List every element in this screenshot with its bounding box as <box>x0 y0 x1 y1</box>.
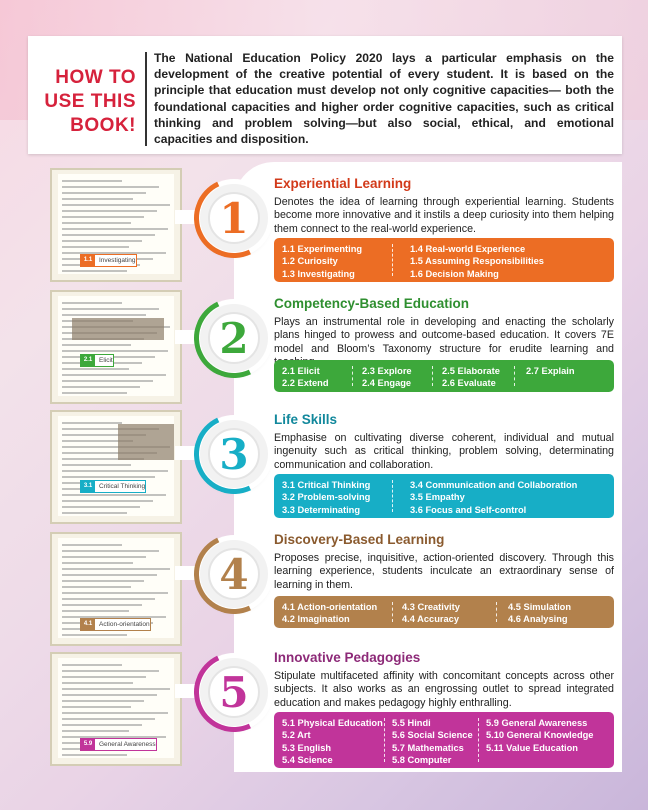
thumbnail-text-line <box>62 592 168 594</box>
thumbnail-section-tag <box>80 354 114 367</box>
topic-item: 3.1 Critical Thinking <box>282 480 371 490</box>
thumbnail-text-line <box>62 308 159 310</box>
topic-item: 3.2 Problem-solving <box>282 492 371 503</box>
topic-item: 2.2 Extend <box>282 378 329 389</box>
thumbnail-text-line <box>62 580 144 582</box>
thumbnail-tag-number: 3.1 <box>81 481 95 492</box>
thumbnail-tag-number: 1.1 <box>81 255 95 266</box>
thumbnail-text-line <box>62 706 131 708</box>
topics-column <box>282 243 362 280</box>
topic-item: 4.4 Accuracy <box>402 614 460 625</box>
header-divider <box>145 52 147 146</box>
thumbnail-text-line <box>62 664 122 666</box>
thumbnail-section-tag <box>80 738 157 751</box>
thumbnail-text-line <box>62 682 133 684</box>
thumbnail-text-line <box>62 392 127 394</box>
column-separator <box>392 244 393 276</box>
section-description: Plays an instrumental role in developing and enacting the scholarly plans hinged to prowess and outcome-based education. It covers 7E model and Bloom’s Taxonomy structure for erudite learning and <box>274 316 614 355</box>
section-number: 4 <box>208 548 260 600</box>
thumbnail-tag-label: Elicit <box>99 357 113 364</box>
topic-item: 5.9 General Awareness <box>486 718 588 728</box>
thumbnail-text-line <box>62 586 131 588</box>
topic-item: 5.1 Physical Education <box>282 718 383 728</box>
thumbnail-text-line <box>62 476 155 478</box>
thumbnail-page <box>58 296 174 396</box>
thumbnail-page <box>58 658 174 758</box>
thumbnail-text-line <box>62 544 122 546</box>
topic-item: 5.6 Social Science <box>392 730 473 741</box>
section-topics-box <box>274 238 614 282</box>
thumbnail-text-line <box>62 204 170 206</box>
thumbnail-text-line <box>62 688 170 690</box>
topic-item: 1.3 Investigating <box>282 268 355 279</box>
column-separator <box>392 480 393 512</box>
thumbnail-text-line <box>62 494 166 496</box>
topic-item: 2.5 Elaborate <box>442 366 500 376</box>
topic-item: 1.1 Experimenting <box>282 244 363 254</box>
thumbnail-text-line <box>62 228 168 230</box>
section-title: Discovery-Based Learning <box>274 532 445 547</box>
topic-item: 2.7 Explain <box>526 366 575 376</box>
thumbnail-text-line <box>62 234 155 236</box>
thumbnail-text-line <box>62 598 155 600</box>
thumbnail-section-tag <box>80 254 137 267</box>
thumbnail-text-line <box>62 512 127 514</box>
thumbnail-text-line <box>62 344 131 346</box>
topic-item: 5.5 Hindi <box>392 718 431 728</box>
section-description: Stipulate multifaceted affinity with concomitant concepts across other subjects. It also works as an engrossing outlet to spread integrated education and makes pedagogy highly enthralling. <box>274 670 614 709</box>
thumbnail-text-line <box>62 724 142 726</box>
topic-item: 5.2 Art <box>282 730 311 741</box>
column-separator <box>478 718 479 762</box>
column-separator <box>496 602 497 622</box>
section-title: Life Skills <box>274 412 338 427</box>
thumbnail-text-line <box>62 500 153 502</box>
topic-item: 3.6 Focus and Self-control <box>410 504 527 515</box>
thumbnail-text-line <box>62 568 170 570</box>
thumbnail-section-tag <box>80 480 146 493</box>
section-topics-box <box>274 474 614 518</box>
topic-item: 1.6 Decision Making <box>410 268 499 279</box>
thumbnail-page <box>58 416 174 516</box>
thumbnail-text-line <box>62 246 129 248</box>
topic-item: 1.4 Real-world Experience <box>410 244 526 254</box>
thumbnail-text-line <box>62 186 159 188</box>
thumbnail-text-line <box>62 574 157 576</box>
topic-item: 2.3 Explore <box>362 366 412 376</box>
thumbnail-text-line <box>62 374 166 376</box>
thumbnail-tag-number: 2.1 <box>81 355 95 366</box>
column-separator <box>514 366 515 386</box>
thumbnail-text-line <box>62 754 127 756</box>
thumbnail-text-line <box>62 604 142 606</box>
thumbnail-text-line <box>62 556 146 558</box>
topics-column <box>486 717 593 754</box>
page-thumbnail-1 <box>50 168 182 282</box>
topic-item: 2.4 Engage <box>362 378 412 389</box>
thumbnail-tag-label: Investigating <box>99 257 136 264</box>
section-description: Denotes the idea of learning through experiential learning. Students become more innovative and it instils a deep curiosity into them helping them connect to the real-world experience. <box>274 196 614 235</box>
thumbnail-tag-label: General Awareness <box>99 741 156 748</box>
thumbnail-text-line <box>62 210 157 212</box>
thumbnail-text-line <box>62 302 122 304</box>
thumbnail-text-line <box>62 240 142 242</box>
thumbnail-tag-label: Action-orientation <box>99 621 150 628</box>
thumbnail-text-line <box>62 386 140 388</box>
topics-column <box>526 365 575 377</box>
column-separator <box>432 366 433 386</box>
section-number-badge-2 <box>200 304 268 372</box>
intro-paragraph: The National Education Policy 2020 lays a particular emphasis on the development of the creative potential of every student. It is based on the principle that education must develop not only cognitive capacities— both the foundational capacities and higher order cognitive capacities, such as critical thinking and problem solving—but also social, ethical, and emotional capacities and disposition. <box>154 51 614 147</box>
topics-column <box>282 717 383 767</box>
thumbnail-text-line <box>62 634 127 636</box>
title-line-2: USE THIS <box>44 91 136 112</box>
thumbnail-text-line <box>62 350 168 352</box>
thumbnail-page <box>58 174 174 274</box>
topic-item: 4.5 Simulation <box>508 602 572 612</box>
section-description: Emphasise on cultivating diverse coherent, individual and mutual ingenuity such as critical thinking, problem solving, determinating communication and collaboration. <box>274 432 614 471</box>
section-number: 1 <box>208 192 260 244</box>
section-description: Proposes precise, inquisitive, action-oriented discovery. Through this learning experience, students inculcate an extraordinary sense of learning in them. <box>274 552 614 591</box>
thumbnail-text-line <box>62 670 159 672</box>
page-thumbnail-3 <box>50 410 182 524</box>
title-line-3: BOOK! <box>70 115 136 136</box>
thumbnail-text-line <box>62 712 168 714</box>
page-thumbnail-5 <box>50 652 182 766</box>
section-title: Competency-Based Education <box>274 296 470 311</box>
topic-item: 5.4 Science <box>282 755 333 766</box>
section-number: 3 <box>208 428 260 480</box>
thumbnail-photo <box>118 424 174 460</box>
topic-item: 2.6 Evaluate <box>442 378 496 389</box>
section-topics-box <box>274 596 614 628</box>
topic-item: 5.10 General Knowledge <box>486 730 594 741</box>
section-title: Experiential Learning <box>274 176 412 191</box>
section-number: 5 <box>208 666 260 718</box>
column-separator <box>384 718 385 762</box>
thumbnail-text-line <box>62 192 146 194</box>
page-thumbnail-4 <box>50 532 182 646</box>
thumbnail-text-line <box>62 506 140 508</box>
thumbnail-text-line <box>62 422 122 424</box>
thumbnail-text-line <box>62 368 129 370</box>
section-topics-box <box>274 360 614 392</box>
topic-item: 5.7 Mathematics <box>392 742 464 753</box>
page-thumbnail-2 <box>50 290 182 404</box>
topics-column <box>410 479 577 516</box>
thumbnail-page <box>58 538 174 638</box>
section-topics-box <box>274 712 614 768</box>
thumbnail-text-line <box>62 270 127 272</box>
thumbnail-tag-label: Critical Thinking <box>99 483 146 490</box>
topic-item: 1.5 Assuming Responsibilities <box>410 256 544 267</box>
thumbnail-text-line <box>62 550 159 552</box>
topic-item: 3.3 Determinating <box>282 504 361 515</box>
topics-column <box>402 601 460 626</box>
thumbnail-text-line <box>62 180 122 182</box>
topic-item: 5.11 Value Education <box>486 742 578 753</box>
thumbnail-text-line <box>62 676 146 678</box>
thumbnail-text-line <box>62 470 168 472</box>
topic-item: 3.4 Communication and Collaboration <box>410 480 578 490</box>
thumbnail-text-line <box>62 380 153 382</box>
section-number-badge-5 <box>200 658 268 726</box>
topics-column <box>442 365 500 390</box>
section-title: Innovative Pedagogies <box>274 650 421 665</box>
topic-item: 3.5 Empathy <box>410 492 465 503</box>
topic-item: 5.8 Computer <box>392 755 452 766</box>
topics-column <box>282 601 377 626</box>
column-separator <box>352 366 353 386</box>
thumbnail-text-line <box>62 610 129 612</box>
thumbnail-text-line <box>62 216 144 218</box>
thumbnail-photo <box>72 318 164 340</box>
section-number-badge-4 <box>200 540 268 608</box>
thumbnail-text-line <box>62 222 131 224</box>
thumbnail-tag-number: 5.9 <box>81 739 95 750</box>
topics-column <box>410 243 544 280</box>
topics-column <box>362 365 412 390</box>
topics-column <box>392 717 473 767</box>
thumbnail-tag-number: 4.1 <box>81 619 95 630</box>
title-line-1: HOW TO <box>55 67 136 88</box>
section-number-badge-1 <box>200 184 268 252</box>
topic-item: 4.6 Analysing <box>508 614 568 625</box>
thumbnail-text-line <box>62 198 133 200</box>
thumbnail-text-line <box>62 464 131 466</box>
thumbnail-text-line <box>62 694 157 696</box>
topics-column <box>282 365 329 390</box>
thumbnail-text-line <box>62 562 133 564</box>
topic-item: 1.2 Curiosity <box>282 256 338 267</box>
topics-column <box>508 601 571 626</box>
topic-item: 4.1 Action-orientation <box>282 602 378 612</box>
thumbnail-text-line <box>62 314 146 316</box>
thumbnail-text-line <box>62 730 129 732</box>
topics-column <box>282 479 370 516</box>
thumbnail-text-line <box>62 718 155 720</box>
topic-item: 4.2 Imagination <box>282 614 350 625</box>
topic-item: 4.3 Creativity <box>402 602 460 612</box>
column-separator <box>392 602 393 622</box>
topic-item: 2.1 Elicit <box>282 366 320 376</box>
section-number: 2 <box>208 312 260 364</box>
topic-item: 5.3 English <box>282 742 332 753</box>
thumbnail-text-line <box>62 700 144 702</box>
section-number-badge-3 <box>200 420 268 488</box>
how-to-use-title <box>36 66 136 138</box>
thumbnail-section-tag <box>80 618 151 631</box>
